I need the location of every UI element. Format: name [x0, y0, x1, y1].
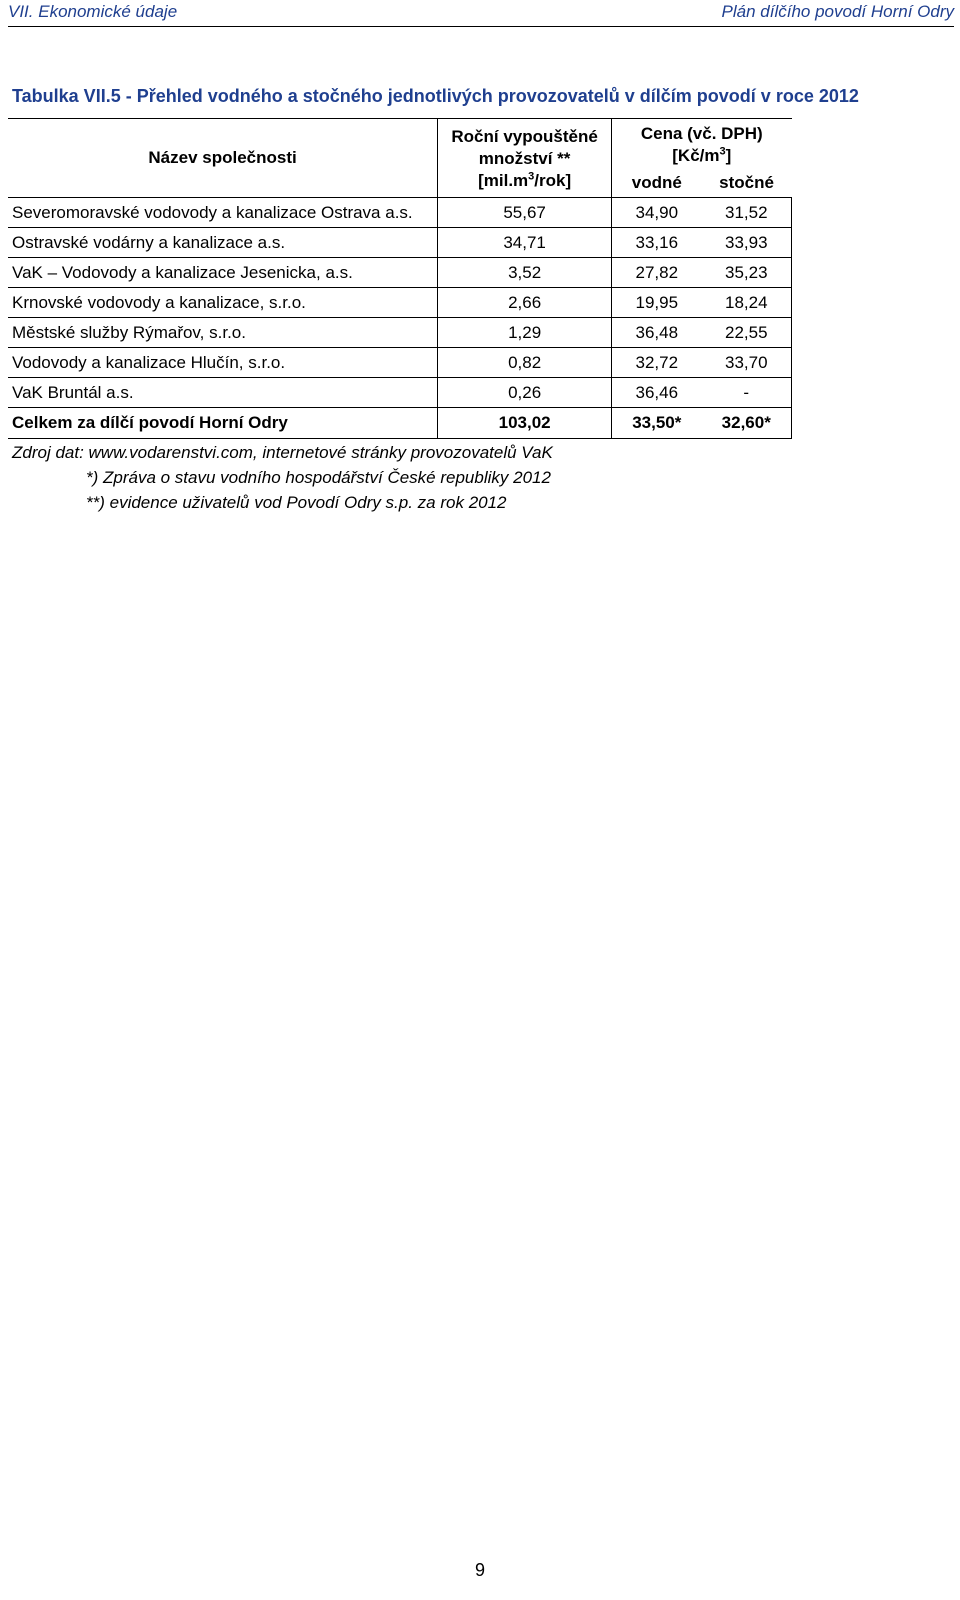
col-header-price-line1: Cena (vč. DPH)	[640, 124, 763, 143]
volume-value: 0,82	[438, 348, 612, 378]
sewage-price: 33,93	[702, 228, 792, 258]
total-sewage-price: 32,60*	[702, 408, 792, 439]
table-row	[8, 318, 792, 348]
water-price: 32,72	[612, 348, 702, 378]
unit-part: /rok]	[534, 171, 572, 190]
volume-value: 3,52	[438, 258, 612, 288]
col-header-volume	[438, 119, 612, 198]
col-header-price-line2	[612, 145, 791, 167]
running-header	[8, 0, 954, 27]
table-caption: Tabulka VII.5 - Přehled vodného a stočného jednotlivých provozovatelů v dílčím povodí v roce 2012	[12, 86, 859, 106]
col-header-volume-line2: množství **	[478, 149, 571, 168]
company-name: Vodovody a kanalizace Hlučín, s.r.o.	[8, 348, 438, 378]
col-header-volume-line3	[438, 170, 611, 192]
table-row	[8, 378, 792, 408]
table-row	[8, 348, 792, 378]
water-price: 27,82	[612, 258, 702, 288]
footnote-2: **) evidence uživatelů vod Povodí Odry s.p. za rok 2012	[86, 493, 507, 512]
volume-value: 55,67	[438, 198, 612, 228]
sewage-price: 33,70	[702, 348, 792, 378]
table-row	[8, 288, 792, 318]
total-water-price: 33,50*	[612, 408, 702, 439]
col-header-sewage: stočné	[719, 173, 774, 192]
water-price: 36,46	[612, 378, 702, 408]
price-table	[8, 118, 792, 439]
page-number: 9	[474, 1560, 485, 1580]
company-name: Městské služby Rýmařov, s.r.o.	[8, 318, 438, 348]
col-header-water: vodné	[612, 169, 702, 198]
footnote-1: *) Zpráva o stavu vodního hospodářství České republiky 2012	[86, 468, 551, 487]
volume-value: 1,29	[438, 318, 612, 348]
total-volume: 103,02	[438, 408, 612, 439]
total-label: Celkem za dílčí povodí Horní Odry	[8, 408, 438, 439]
sewage-price: 35,23	[702, 258, 792, 288]
unit-sup: 3	[719, 145, 726, 158]
col-header-volume-line1: Roční vypouštěné	[451, 127, 598, 146]
volume-value: 2,66	[438, 288, 612, 318]
table-row	[8, 258, 792, 288]
company-name: VaK Bruntál a.s.	[8, 378, 438, 408]
water-price: 19,95	[612, 288, 702, 318]
sewage-price: 18,24	[702, 288, 792, 318]
company-name: VaK – Vodovody a kanalizace Jesenicka, a.s.	[8, 258, 438, 288]
source-note: Zdroj dat: www.vodarenstvi.com, internetové stránky provozovatelů VaK	[12, 443, 553, 462]
unit-sup: 3	[528, 170, 535, 183]
company-name: Ostravské vodárny a kanalizace a.s.	[8, 228, 438, 258]
unit-part: ]	[725, 146, 732, 165]
header-document-title: Plán dílčího povodí Horní Odry	[721, 2, 954, 21]
company-name: Severomoravské vodovody a kanalizace Ostrava a.s.	[8, 198, 438, 228]
company-name: Krnovské vodovody a kanalizace, s.r.o.	[8, 288, 438, 318]
col-header-price	[612, 119, 792, 170]
unit-part: [mil.m	[478, 171, 529, 190]
sewage-price: -	[702, 378, 792, 408]
volume-value: 34,71	[438, 228, 612, 258]
sewage-price: 31,52	[702, 198, 792, 228]
sewage-price: 22,55	[702, 318, 792, 348]
water-price: 33,16	[612, 228, 702, 258]
volume-value: 0,26	[438, 378, 612, 408]
table-row	[8, 228, 792, 258]
col-header-name: Název společnosti	[8, 119, 438, 198]
water-price: 34,90	[612, 198, 702, 228]
water-price: 36,48	[612, 318, 702, 348]
header-row	[8, 119, 792, 170]
table-notes	[12, 440, 553, 515]
table-total-row	[8, 408, 792, 439]
unit-part: [Kč/m	[672, 146, 720, 165]
header-chapter-title: VII. Ekonomické údaje	[8, 2, 178, 21]
table-row	[8, 198, 792, 228]
